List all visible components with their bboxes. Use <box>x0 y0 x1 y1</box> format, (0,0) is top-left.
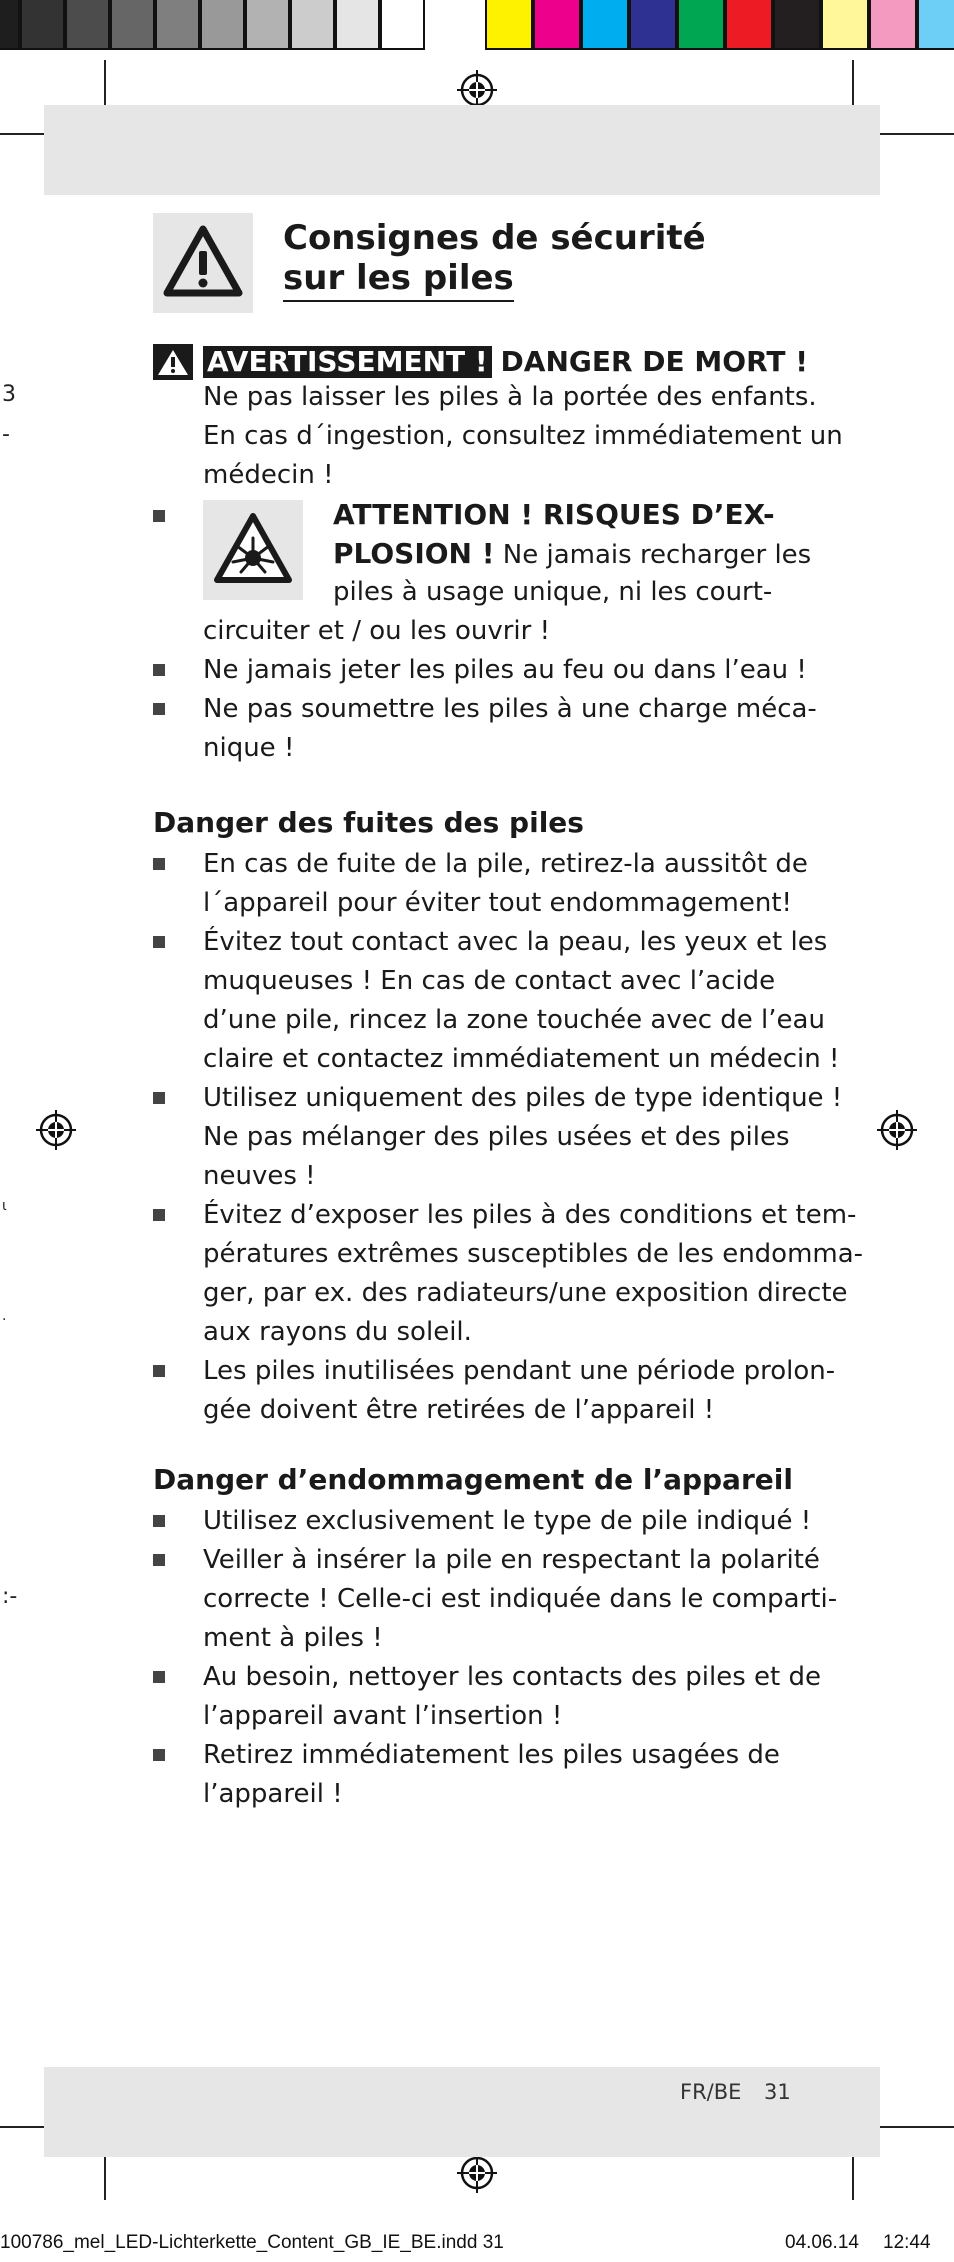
warning-line: Ne pas laisser les piles à la portée des enfants. <box>203 382 817 412</box>
explosion-line-2 <box>333 534 811 575</box>
calibration-swatch <box>335 0 380 50</box>
list-item-line: claire et contactez immédiatement un médecin ! <box>203 1044 840 1074</box>
section-heading-damage: Danger d’endommagement de l’appareil <box>153 1463 793 1496</box>
footer-page-number: 31 <box>764 2080 791 2104</box>
footer-language: FR/BE <box>680 2080 742 2104</box>
footer-band <box>44 2067 880 2157</box>
registration-mark-icon <box>457 2153 497 2193</box>
list-item-line: d’une pile, rincez la zone touchée avec de l’eau <box>203 1005 825 1035</box>
warning-line: médecin ! <box>203 460 334 490</box>
list-item-line: l’appareil avant l’insertion ! <box>203 1701 563 1731</box>
calibration-swatch <box>869 0 917 50</box>
list-item-line: ment à piles ! <box>203 1623 383 1653</box>
bullet-marker <box>153 703 165 715</box>
bullet-marker <box>153 1554 165 1566</box>
bullet-marker <box>153 1365 165 1377</box>
list-item-line: nique ! <box>203 733 295 763</box>
bullet-marker <box>153 1209 165 1221</box>
margin-fragment: :- <box>2 1584 18 1609</box>
list-item-line: Ne pas mélanger des piles usées et des piles <box>203 1122 790 1152</box>
warning-triangle-icon <box>153 344 193 380</box>
list-item-line: Au besoin, nettoyer les contacts des piles et de <box>203 1662 821 1692</box>
crop-mark <box>104 2150 106 2200</box>
calibration-swatch <box>773 0 821 50</box>
list-item-line: Utilisez exclusivement le type de pile indiqué ! <box>203 1506 812 1536</box>
registration-mark-icon <box>877 1110 917 1150</box>
list-item-line: aux rayons du soleil. <box>203 1317 472 1347</box>
calibration-swatch <box>677 0 725 50</box>
calibration-swatch <box>155 0 200 50</box>
calibration-swatch <box>485 0 533 50</box>
calibration-swatch <box>821 0 869 50</box>
explosion-icon-box <box>203 500 303 600</box>
warning-label: AVERTISSEMENT ! <box>203 346 492 378</box>
bullet-marker <box>153 858 165 870</box>
bullet-marker <box>153 1671 165 1683</box>
margin-fragment: · <box>2 1312 7 1328</box>
list-item-line: Retirez immédiatement les piles usagées de <box>203 1740 780 1770</box>
bullet-marker <box>153 510 165 522</box>
explosion-icon <box>203 500 303 600</box>
crop-mark <box>104 60 106 110</box>
list-item-line: Les piles inutilisées pendant une période prolon- <box>203 1356 836 1386</box>
margin-fragment: ι <box>2 1198 7 1214</box>
explosion-line-4: circuiter et / ou les ouvrir ! <box>203 616 551 646</box>
crop-mark <box>870 133 954 135</box>
bullet-marker <box>153 936 165 948</box>
calibration-swatch <box>725 0 773 50</box>
header-band <box>44 105 880 195</box>
list-item-line: l’appareil ! <box>203 1779 343 1809</box>
registration-mark-icon <box>36 1110 76 1150</box>
warning-header <box>203 342 808 381</box>
list-item-line: En cas de fuite de la pile, retirez-la aussitôt de <box>203 849 808 879</box>
calibration-swatch <box>65 0 110 50</box>
bullet-marker <box>153 1092 165 1104</box>
calibration-swatch <box>0 0 20 50</box>
calibration-swatch <box>110 0 155 50</box>
calibration-swatch <box>917 0 954 50</box>
crop-mark <box>852 60 854 110</box>
warning-line: En cas d´ingestion, consultez immédiatement un <box>203 421 843 451</box>
slug-filename: 100786_mel_LED-Lichterkette_Content_GB_IE_BE.indd 31 <box>0 2232 504 2253</box>
explosion-text: Ne jamais recharger les <box>494 540 812 570</box>
calibration-swatch <box>290 0 335 50</box>
bullet-marker <box>153 1749 165 1761</box>
list-item-line: ger, par ex. des radiateurs/une exposition directe <box>203 1278 848 1308</box>
list-item-line: Ne pas soumettre les piles à une charge méca- <box>203 694 817 724</box>
page-title-line-2: sur les piles <box>283 258 514 302</box>
page-title-line-1: Consignes de sécurité <box>283 218 706 258</box>
slug-date: 04.06.14 <box>785 2232 859 2253</box>
calibration-swatch <box>20 0 65 50</box>
calibration-swatch <box>629 0 677 50</box>
warning-heading: DANGER DE MORT ! <box>500 345 809 378</box>
calibration-swatch <box>581 0 629 50</box>
bullet-marker <box>153 1515 165 1527</box>
margin-fragment: - <box>2 422 10 447</box>
explosion-line-3: piles à usage unique, ni les court- <box>333 577 773 607</box>
crop-mark <box>870 2126 954 2128</box>
list-item-line: l´appareil pour éviter tout endommagement! <box>203 888 792 918</box>
warning-icon-box <box>153 213 253 313</box>
calibration-swatch <box>245 0 290 50</box>
list-item-line: Veiller à insérer la pile en respectant la polarité <box>203 1545 820 1575</box>
list-item-line: gée doivent être retirées de l’appareil ! <box>203 1395 715 1425</box>
calibration-swatch <box>200 0 245 50</box>
warning-triangle-icon <box>153 213 253 313</box>
explosion-heading-line-2: PLOSION ! <box>333 537 495 570</box>
calibration-swatch <box>380 0 425 50</box>
explosion-heading-line-1: ATTENTION ! RISQUES D’EX- <box>333 498 775 531</box>
section-heading-leak: Danger des fuites des piles <box>153 806 584 839</box>
registration-mark-icon <box>457 70 497 110</box>
list-item-line: Utilisez uniquement des piles de type identique ! <box>203 1083 843 1113</box>
list-item-line: Évitez tout contact avec la peau, les yeux et les <box>203 927 828 957</box>
list-item-line: neuves ! <box>203 1161 316 1191</box>
page-title <box>283 218 706 302</box>
list-item-line: muqueuses ! En cas de contact avec l’acide <box>203 966 776 996</box>
list-item-line: correcte ! Celle-ci est indiquée dans le comparti- <box>203 1584 838 1614</box>
margin-fragment: 3 <box>2 382 16 407</box>
list-item-line: Ne jamais jeter les piles au feu ou dans l’eau ! <box>203 655 807 685</box>
slug-time: 12:44 <box>883 2232 931 2253</box>
list-item-line: pératures extrêmes susceptibles de les endomma- <box>203 1239 864 1269</box>
list-item-line: Évitez d’exposer les piles à des conditions et tem- <box>203 1200 857 1230</box>
crop-mark <box>852 2150 854 2200</box>
calibration-swatch <box>533 0 581 50</box>
bullet-marker <box>153 664 165 676</box>
